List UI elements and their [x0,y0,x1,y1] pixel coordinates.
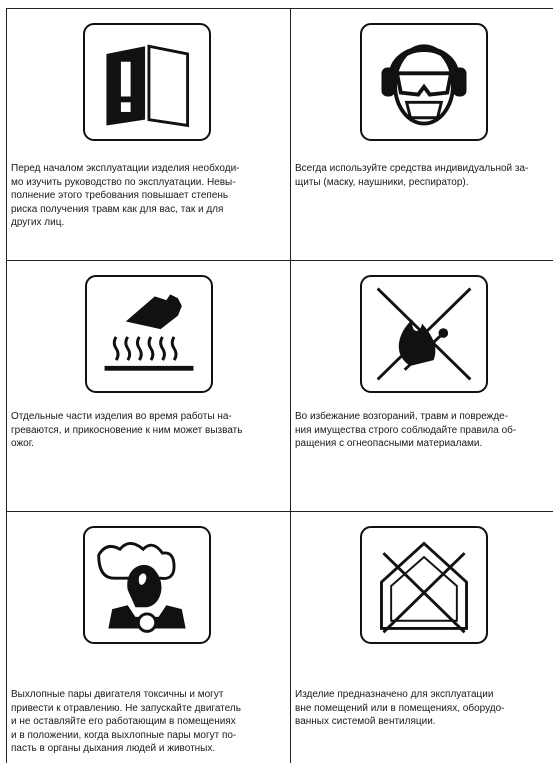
cell-text-no-open-fire [295,410,516,451]
text-line: ния имущества строго соблюдайте правила об- [295,424,517,436]
text-line: щиты (маску, наушники, респиратор). [295,176,469,188]
text-line: ращения с огнеопасными материалами. [295,438,483,450]
text-line: Выхлопные пары двигателя токсичны и могут [11,689,224,700]
text-line: риска получения травм как для вас, так и для [11,203,224,215]
cell-text-hot-surface [11,410,242,451]
text-line: пасть в органы дыхания людей и животных. [11,743,216,755]
cell-hot-surface [7,261,290,511]
no-indoor-use-icon [360,526,488,644]
cell-read-manual [7,9,290,260]
cell-no-open-fire [291,261,553,511]
text-line: других лиц. [11,217,65,229]
cell-protective-equipment [291,9,553,260]
safety-instructions-grid [6,8,553,763]
text-line: и не оставляйте его работающим в помещениях [11,716,236,728]
text-line: греваются, и прикосновение к ним может вызвать [11,424,243,436]
text-line: Во избежание возгораний, травм и поврежде- [295,411,509,422]
text-line: вне помещений или в помещениях, оборудо- [295,702,505,714]
text-line: Всегда используйте средства индивидуальной за- [295,163,529,174]
cell-text-toxic-exhaust [11,688,241,756]
text-line: полнение этого требования повышает степень [11,190,229,202]
text-line: мо изучить руководство по эксплуатации. Невы- [11,176,236,188]
cell-no-indoor-use [291,512,553,763]
text-line: ванных системой вентиляции. [295,716,436,728]
cell-text-no-indoor-use [295,688,504,729]
cell-toxic-exhaust [7,512,290,763]
text-line: и в положении, когда выхлопные пары могут по- [11,729,237,741]
text-line: привести к отравлению. Не запускайте двигатель [11,702,241,714]
cell-text-read-manual [11,162,240,230]
hot-surface-icon [85,275,213,393]
no-open-fire-icon [360,275,488,393]
text-line: ожог. [11,438,34,450]
text-line: Перед началом эксплуатации изделия необходи- [11,163,240,174]
manual-warning-icon [83,23,211,141]
text-line: Отдельные части изделия во время работы на- [11,411,232,422]
toxic-exhaust-icon [83,526,211,644]
protective-equipment-icon [360,23,488,141]
text-line: Изделие предназначено для эксплуатации [295,689,494,700]
cell-text-protective-equipment [295,162,528,189]
